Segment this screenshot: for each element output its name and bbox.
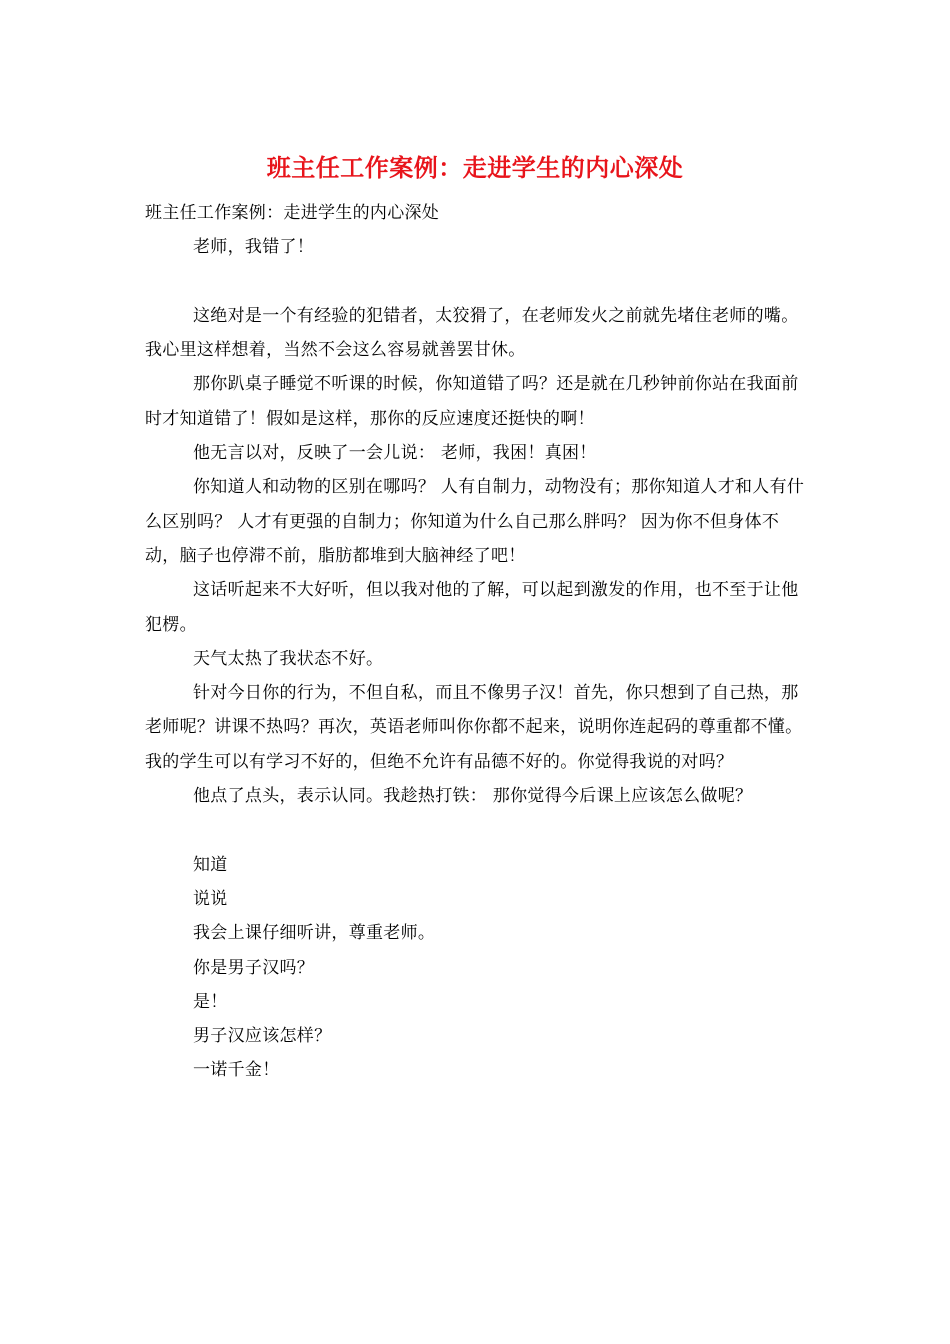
document-body (145, 196, 810, 1088)
paragraph: 这绝对是一个有经验的犯错者，太狡猾了，在老师发火之前就先堵住老师的嘴。 我心里这样想着，当然不会这么容易就善罢甘休。 (145, 305, 799, 361)
paragraph: 我会上课仔细听讲，尊重老师。 (193, 923, 436, 944)
paragraph: 那你趴桌子睡觉不听课的时候，你知道错了吗？还是就在几秒钟前你站在我面前时才知道错了！假如是这样，那你的反应速度还挺快的啊！ (145, 374, 799, 429)
blank-line (145, 265, 810, 299)
paragraph: 是！ (193, 991, 228, 1012)
paragraph: 你知道人和动物的区别在哪吗？ 人有自制力，动物没有；那你知道人才和人有什么区别吗？ 人才有更强的自制力；你知道为什么自己那么胖吗？ 因为你不但身体不动，脑子也停滞不前，脂肪都堆到大脑神经了吧！ (145, 477, 805, 566)
paragraph: 说说 (193, 888, 228, 909)
paragraph: 老师，我错了！ (193, 237, 315, 258)
paragraph: 天气太热了我状态不好。 (193, 648, 384, 669)
paragraph: 知道 (193, 854, 228, 875)
paragraph: 你是男子汉吗？ (193, 957, 315, 978)
paragraph: 一诺千金！ (193, 1060, 280, 1081)
paragraph: 他点了点头，表示认同。我趁热打铁： 那你觉得今后课上应该怎么做呢？ (193, 786, 753, 807)
paragraph: 针对今日你的行为，不但自私，而且不像男子汉！首先，你只想到了自己热，那老师呢？讲课不热吗？再次，英语老师叫你你都不起来，说明你连起码的尊重都不懂。我的学生可以有学习不好的，但绝不允许有品德不好的。你觉得我说的对吗？ (145, 683, 803, 772)
paragraph: 这话听起来不大好听，但以我对他的了解，可以起到激发的作用，也不至于让他犯楞。 (145, 580, 799, 635)
paragraph: 他无言以对，反映了一会儿说： 老师，我困！真困！ (193, 443, 597, 464)
blank-line (145, 813, 810, 847)
document-title: 班主任工作案例：走进学生的内心深处 (266, 154, 684, 182)
paragraph: 男子汉应该怎样？ (193, 1026, 332, 1047)
document-subtitle: 班主任工作案例：走进学生的内心深处 (145, 203, 440, 223)
